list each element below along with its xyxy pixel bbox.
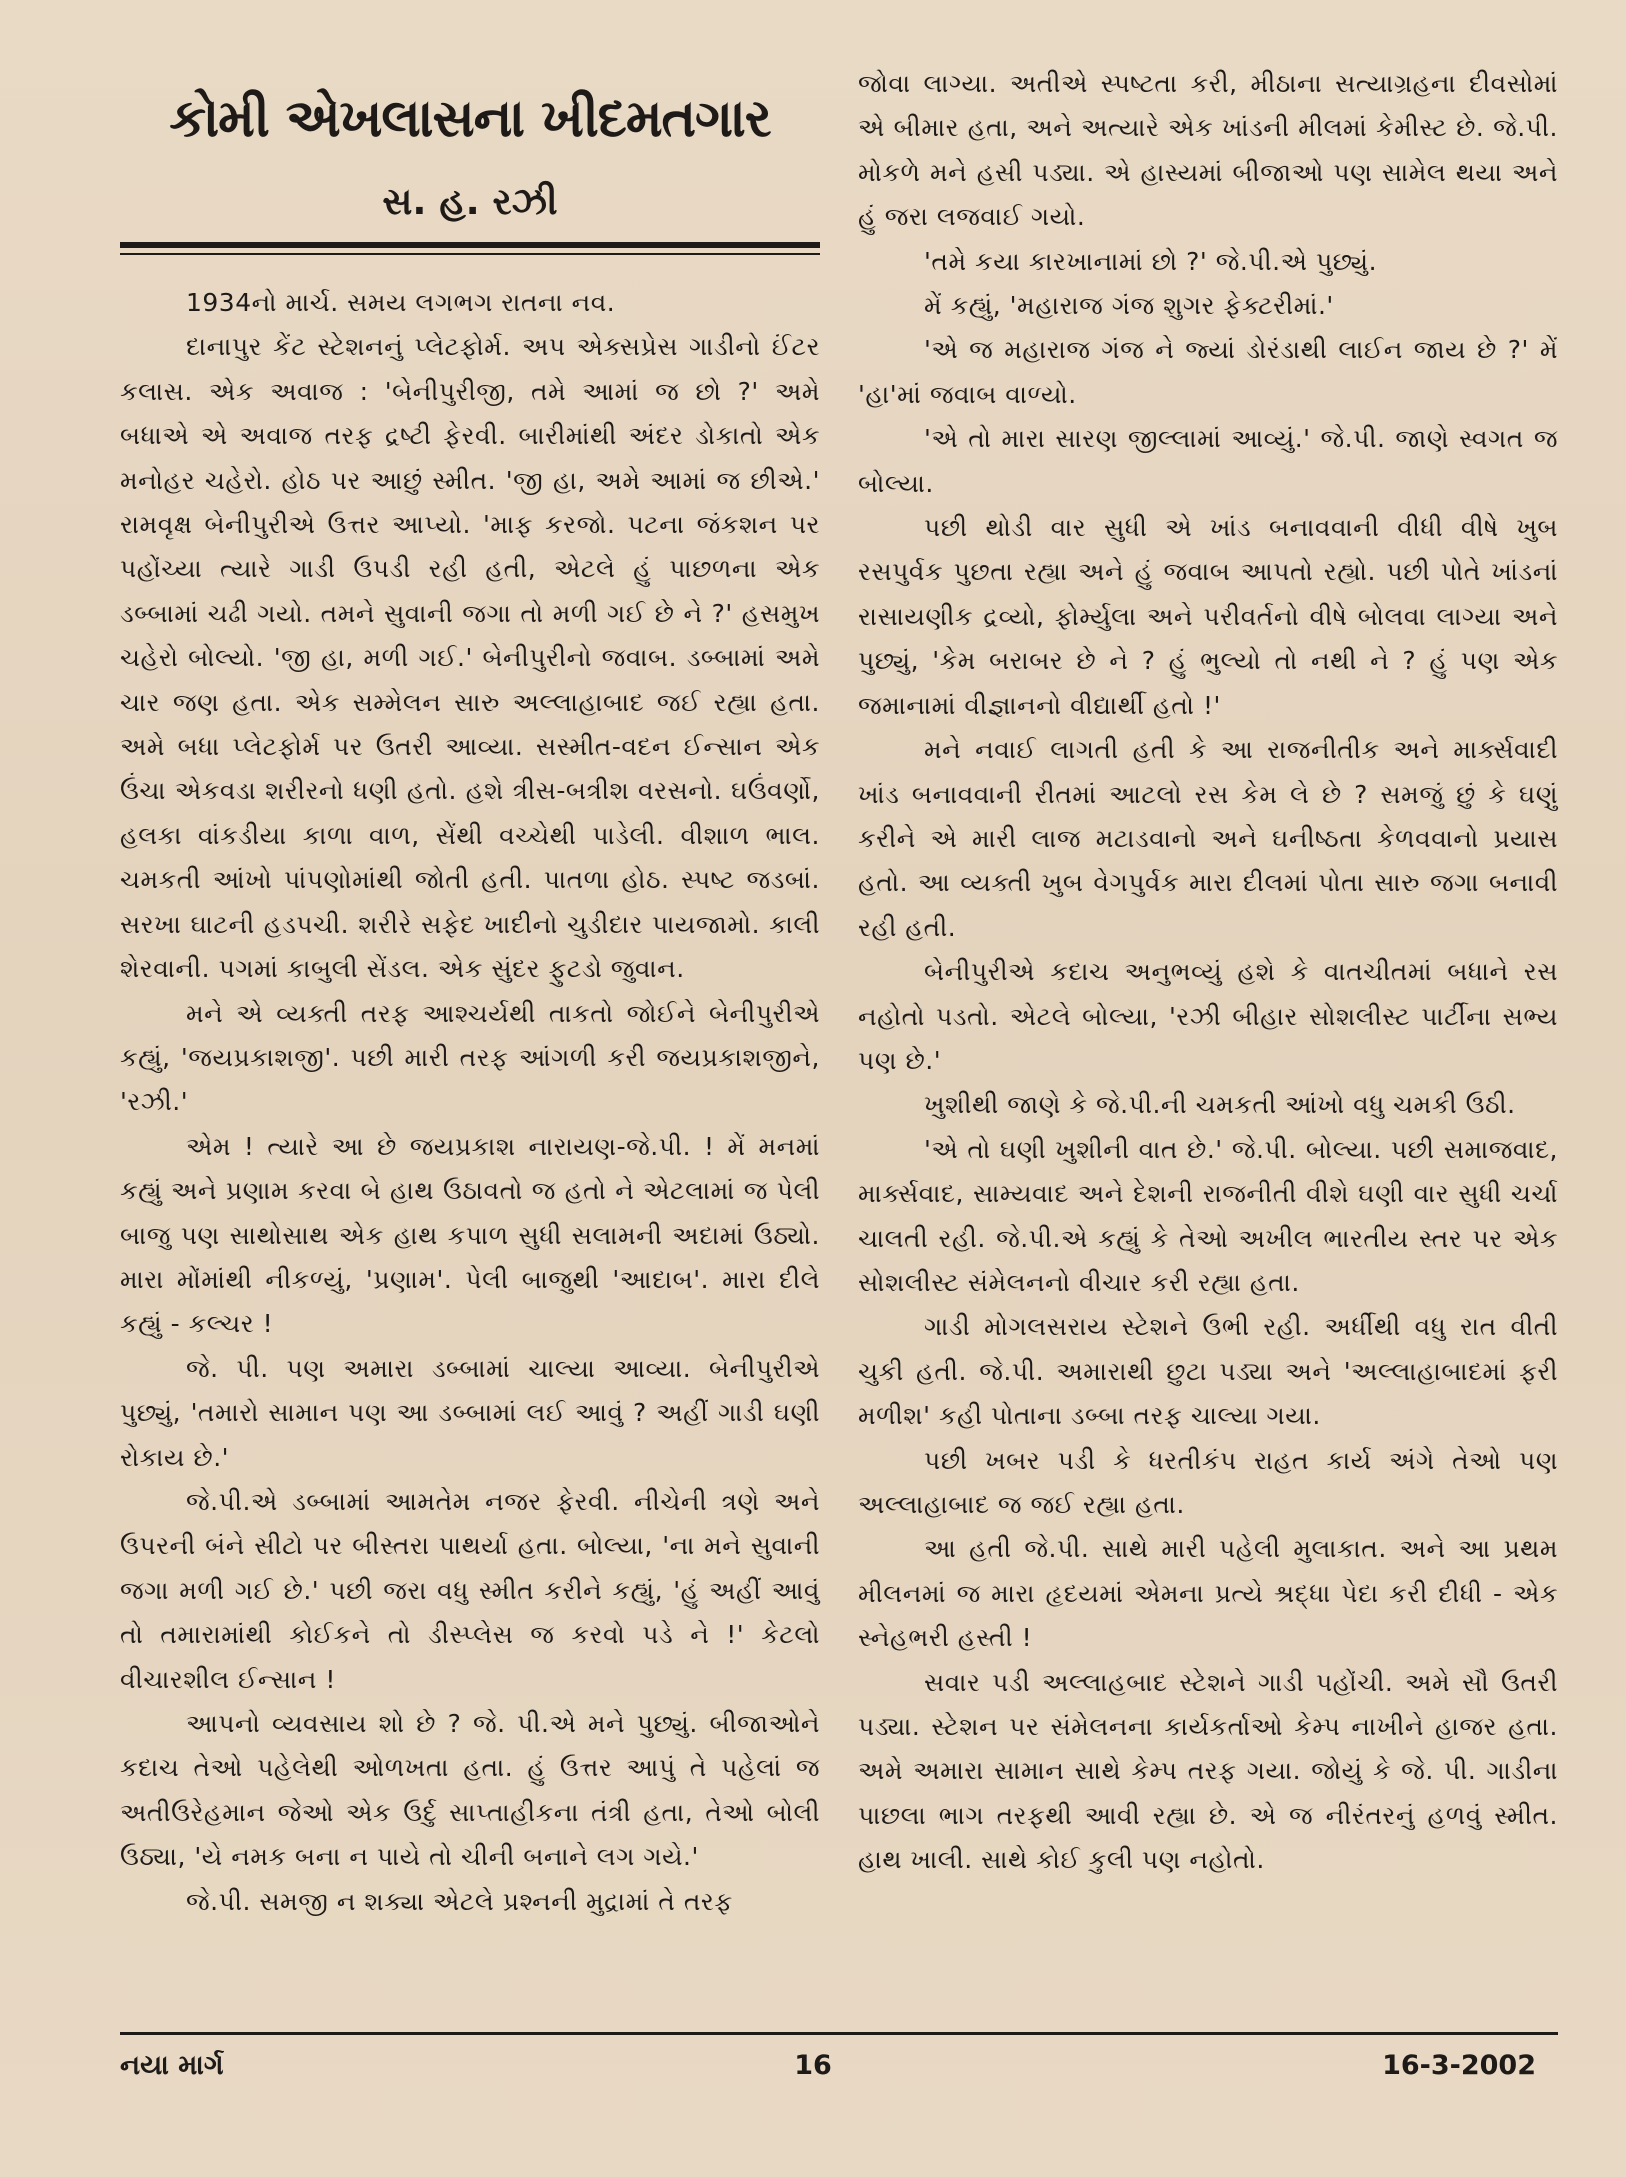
article-paragraph: ખુશીથી જાણે કે જે.પી.ની ચમકતી આંખો વધુ ચમકી ઉઠી. [924,1090,1516,1120]
title-rule-thick [120,242,820,248]
article-paragraph: એમ ! ત્યારે આ છે જયપ્રકાશ નારાયણ-જે.પી. ! મેં મનમાં કહ્યું અને પ્રણામ કરવા બે હાથ ઉઠાવતો જ હતો ને એટલામાં જ પેલી બાજુ પણ સાથોસાથ એક હાથ કપાળ સુધી સલામની અદામાં ઉઠ્યો. મારા મોંમાંથી નીકળ્યું, 'પ્રણામ'. પેલી બાજુથી 'આદાબ'. મારા દીલે કહ્યું - કલ્ચર ! [120,1131,820,1339]
title-rule-thin [120,253,820,255]
article-paragraph: જોવા લાગ્યા. અતીએ સ્પષ્ટતા કરી, મીઠાના સત્યાગ્રહના દીવસોમાં એ બીમાર હતા, અને અત્યારે એક ખાંડની મીલમાં કેમીસ્ટ છે. જે.પી. મોકળે મને હસી પડ્યા. એ હાસ્યમાં બીજાઓ પણ સામેલ થયા અને હું જરા લજવાઈ ગયો. [858,69,1558,232]
left-column-body [120,281,820,1924]
article-paragraph: 'એ તો ઘણી ખુશીની વાત છે.' જે.પી. બોલ્યા. પછી સમાજવાદ, માર્ક્સવાદ, સામ્યવાદ અને દેશની રાજનીતી વીશે ઘણી વાર સુધી ચર્ચા ચાલતી રહી. જે.પી.એ કહ્યું કે તેઓ અખીલ ભારતીય સ્તર પર એક સોશલીસ્ટ સંમેલનનો વીચાર કરી રહ્યા હતા. [858,1134,1558,1297]
article-paragraph: આ હતી જે.પી. સાથે મારી પહેલી મુલાકાત. અને આ પ્રથમ મીલનમાં જ મારા હૃદયમાં એમના પ્રત્યે શ્રદ્ધા પેદા કરી દીધી - એક સ્નેહભરી હસ્તી ! [858,1534,1558,1653]
article-paragraph: આપનો વ્યવસાય શો છે ? જે. પી.એ મને પુછ્યું. બીજાઓને કદાચ તેઓ પહેલેથી ઓળખતા હતા. હું ઉત્તર આપું તે પહેલાં જ અતીઉરેહમાન જેઓ એક ઉર્દુ સાપ્તાહીકના તંત્રી હતા, તેઓ બોલી ઉઠ્યા, 'યે નમક બના ન પાયે તો ચીની બનાને લગ ગયે.' [120,1709,820,1872]
article-paragraph: જે. પી. પણ અમારા ડબ્બામાં ચાલ્યા આવ્યા. બેનીપુરીએ પુછ્યું, 'તમારો સામાન પણ આ ડબ્બામાં લઈ આવું ? અહીં ગાડી ઘણી રોકાય છે.' [120,1353,820,1472]
article-title: કોમી એખલાસના ખીદમતગાર [169,89,771,149]
article-paragraph: પછી થોડી વાર સુધી એ ખાંડ બનાવવાની વીધી વીષે ખુબ રસપુર્વક પુછતા રહ્યા અને હું જવાબ આપતો રહ્યો. પછી પોતે ખાંડનાં રાસાયણીક દ્રવ્યો, ફોર્મ્યુલા અને પરીવર્તનો વીષે બોલવા લાગ્યા અને પુછ્યું, 'કેમ બરાબર છે ને ? હું ભુલ્યો તો નથી ને ? હું પણ એક જમાનામાં વીજ્ઞાનનો વીદ્યાર્થી હતો !' [858,513,1558,720]
article-paragraph: ગાડી મોગલસરાય સ્ટેશને ઉભી રહી. અર્ધીથી વધુ રાત વીતી ચુકી હતી. જે.પી. અમારાથી છુટા પડ્યા અને 'અલ્લાહાબાદમાં ફરી મળીશ' કહી પોતાના ડબ્બા તરફ ચાલ્યા ગયા. [858,1312,1558,1431]
article-paragraph: 1934નો માર્ચ. સમય લગભગ રાતના નવ. [186,288,616,317]
footer-date: 16-3-2002 [1382,2050,1536,2081]
footer-publication: નયા માર્ગ [120,2050,224,2081]
article-paragraph: મને નવાઈ લાગતી હતી કે આ રાજનીતીક અને માર્ક્સવાદી ખાંડ બનાવવાની રીતમાં આટલો રસ કેમ લે છે ? સમજું છું કે ઘણું કરીને એ મારી લાજ મટાડવાનો અને ઘનીષ્ઠતા કેળવવાનો પ્રયાસ હતો. આ વ્યક્તી ખુબ વેગપુર્વક મારા દીલમાં પોતા સારુ જગા બનાવી રહી હતી. [858,735,1558,942]
article-paragraph: સવાર પડી અલ્લાહબાદ સ્ટેશને ગાડી પહોંચી. અમે સૌ ઉતરી પડ્યા. સ્ટેશન પર સંમેલનના કાર્યકર્તાઓ કેમ્પ નાખીને હાજર હતા. અમે અમારા સામાન સાથે કેમ્પ તરફ ગયા. જોયું કે જે. પી. ગાડીના પાછલા ભાગ તરફથી આવી રહ્યા છે. એ જ નીરંતરનું હળવું સ્મીત. હાથ ખાલી. સાથે કોઈ કુલી પણ નહોતો. [858,1667,1558,1875]
article-paragraph: 'એ તો મારા સારણ જીલ્લામાં આવ્યું.' જે.પી. જાણે સ્વગત જ બોલ્યા. [858,424,1558,498]
article-paragraph: બેનીપુરીએ કદાચ અનુભવ્યું હશે કે વાતચીતમાં બધાને રસ નહોતો પડતો. એટલે બોલ્યા, 'રઝી બીહાર સોશલીસ્ટ પાર્ટીના સભ્ય પણ છે.' [858,957,1558,1075]
footer-rule [120,2032,1558,2035]
article-paragraph: મને એ વ્યક્તી તરફ આશ્ચર્યથી તાકતો જોઈને બેનીપુરીએ કહ્યું, 'જયપ્રકાશજી'. પછી મારી તરફ આંગળી કરી જયપ્રકાશજીને, 'રઝી.' [120,998,820,1117]
article-author: સ. હ. રઝી [382,180,558,223]
left-column [120,62,820,1924]
article-paragraph: પછી ખબર પડી કે ધરતીકંપ રાહત કાર્ય અંગે તેઓ પણ અલ્લાહાબાદ જ જઈ રહ્યા હતા. [858,1445,1558,1519]
article-paragraph: મેં કહ્યું, 'મહારાજ ગંજ શુગર ફેક્ટરીમાં.' [924,291,1334,321]
article-paragraph: દાનાપુર કેંટ સ્ટેશનનું પ્લેટફોર્મ. અપ એક્સપ્રેસ ગાડીનો ઈંટર કલાસ. એક અવાજ : 'બેનીપુરીજી, તમે આમાં જ છો ?' અમે બધાએ એ અવાજ તરફ દ્રષ્ટી ફેરવી. બારીમાંથી અંદર ડોકાતો એક મનોહર ચહેરો. હોઠ પર આછું સ્મીત. 'જી હા, અમે આમાં જ છીએ.' રામવૃક્ષ બેનીપુરીએ ઉત્તર આપ્યો. 'માફ કરજો. પટના જંકશન પર પહોંચ્યા ત્યારે ગાડી ઉપડી રહી હતી, એટલે હું પાછળના એક ડબ્બામાં ચઢી ગયો. તમને સુવાની જગા તો મળી ગઈ છે ને ?' હસમુખ ચહેરો બોલ્યો. 'જી હા, મળી ગઈ.' બેનીપુરીનો જવાબ. ડબ્બામાં અમે ચાર જણ હતા. એક સમ્મેલન સારુ અલ્લાહાબાદ જઈ રહ્યા હતા. અમે બધા પ્લેટફોર્મ પર ઉતરી આવ્યા. સસ્મીત-વદન ઈન્સાન એક ઉંચા એકવડા શરીરનો ધણી હતો. હશે ત્રીસ-બત્રીશ વરસનો. ઘઉંવર્ણો, હલકા વાંકડીયા કાળા વાળ, સેંથી વચ્ચેથી પાડેલી. વીશાળ ભાલ. ચમકતી આંખો પાંપણોમાંથી જોતી હતી. પાતળા હોઠ. સ્પષ્ટ જડબાં. સરખા ઘાટની હડપચી. શરીરે સફેદ ખાદીનો ચુડીદાર પાયજામો. કાલી શેરવાની. પગમાં કાબુલી સેંડલ. એક સુંદર ફુટડો જુવાન. [120,332,820,984]
article-paragraph: 'તમે કયા કારખાનામાં છો ?' જે.પી.એ પુછ્યું. [924,246,1378,276]
right-column [858,62,1558,1883]
right-column-body [858,62,1558,1883]
article-paragraph: 'એ જ મહારાજ ગંજ ને જ્યાં ડોરંડાથી લાઈન જાય છે ?' મેં 'હા'માં જવાબ વાળ્યો. [858,335,1558,409]
article-paragraph: જે.પી.એ ડબ્બામાં આમતેમ નજર ફેરવી. નીચેની ત્રણે અને ઉપરની બંને સીટો પર બીસ્તરા પાથર્યા હતા. બોલ્યા, 'ના મને સુવાની જગા મળી ગઈ છે.' પછી જરા વધુ સ્મીત કરીને કહ્યું, 'હું અહીં આવું તો તમારામાંથી કોઈકને તો ડીસ્પ્લેસ જ કરવો પડે ને !' કેટલો વીચારશીલ ઈન્સાન ! [120,1486,820,1694]
article-paragraph: જે.પી. સમજી ન શક્યા એટલે પ્રશ્નની મુદ્રામાં તે તરફ [186,1886,733,1916]
footer-page-number: 16 [794,2050,832,2081]
